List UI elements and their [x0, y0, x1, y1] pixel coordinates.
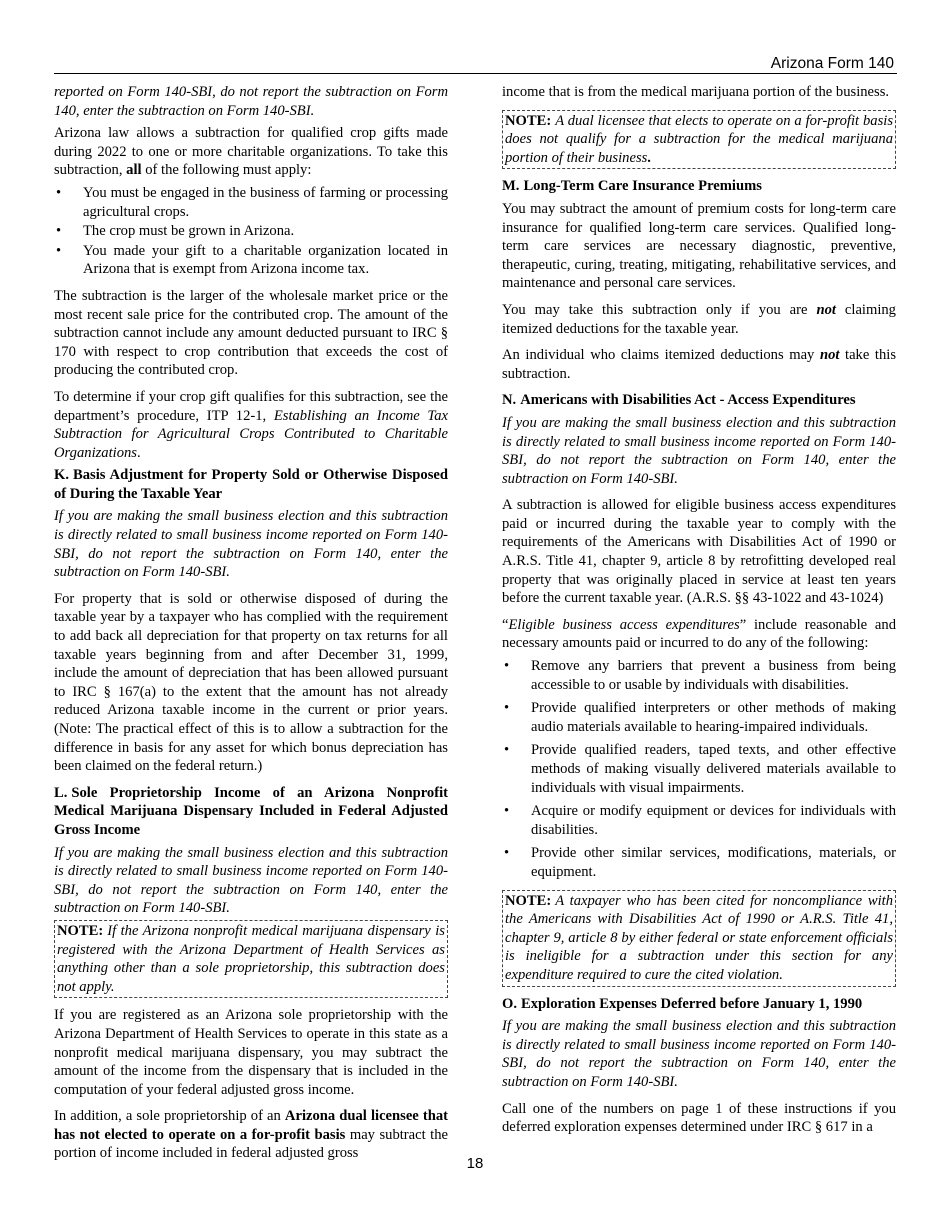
- section-o-italic: If you are making the small business election and this subtraction is directly related to small business income reported on Form 140-SBI, do not report the subtraction on Form 140, enter the subtraction on Form 140-SBI.: [502, 1018, 896, 1090]
- section-n-eligible: “Eligible business access expenditures” include reasonable and necessary amounts paid or incurred to do any of the following:: [502, 616, 896, 652]
- section-l-body: If you are registered as an Arizona sole proprietorship with the Arizona Department of Health Services to operate in this state as a nonprofit medical marijuana dispensary, you may subtract the amount of the income from the dispensary that is included in the computation of your federal adjusted gross income.: [54, 1007, 448, 1098]
- section-k-heading: K. Basis Adjustment for Property Sold or Otherwise Disposed of During the Taxable Year: [54, 467, 448, 502]
- section-m-condition: You may take this subtraction only if you are not claiming itemized deductions for the taxable year.: [502, 301, 896, 337]
- crop-itp-paragraph: To determine if your crop gift qualifies for this subtraction, see the department’s procedure, ITP 12-1, Establishing an Income Tax Subtraction for Agricultural Crops Contributed to Charitable Organizations.: [54, 388, 448, 461]
- list-item: • Provide qualified readers, taped texts, and other effective methods of making visually delivered materials available to individuals with visual impairments.: [504, 742, 896, 796]
- section-k-italic: If you are making the small business election and this subtraction is directly related to small business income reported on Form 140-SBI, do not report the subtraction on Form 140, enter the subtraction on Form 140-SBI.: [54, 508, 448, 581]
- section-l-dual-licensee: In addition, a sole proprietorship of an Arizona dual licensee that has not elected to operate on a for-profit basis may subtract the portion of income included in federal adjusted gross: [54, 1108, 448, 1162]
- list-item: • You must be engaged in the business of farming or processing agricultural crops.: [56, 184, 448, 220]
- list-item: • Acquire or modify equipment or devices for individuals with disabilities.: [504, 803, 896, 838]
- form-title: Arizona Form 140: [770, 55, 894, 72]
- crop-amount-paragraph: The subtraction is the larger of the wholesale market price or the most recent sale price for the contributed crop. The amount of the subtraction cannot include any amount deducted pursuant to IRC § 170 with respect to crop contribution that exceeds the cost of producing the contributed crop.: [54, 287, 448, 379]
- section-l-continued: income that is from the medical marijuana portion of the business.: [502, 84, 890, 100]
- right-column: [502, 83, 896, 1145]
- page-number: 18: [466, 1155, 484, 1172]
- list-item: • Provide qualified interpreters or other methods of making audio materials available to hearing-impaired individuals.: [504, 700, 896, 735]
- section-n-italic: If you are making the small business election and this subtraction is directly related to small business income reported on Form 140-SBI, do not report the subtraction on Form 140, enter the subtraction on Form 140-SBI.: [502, 414, 896, 487]
- list-item: • Provide other similar services, modifications, materials, or equipment.: [504, 845, 896, 880]
- section-m-itemized: An individual who claims itemized deductions may not take this subtraction.: [502, 347, 896, 382]
- section-m-body: You may subtract the amount of premium costs for long-term care insurance for qualified long-term care services. Qualified long-term care services are necessary diagnostic, preventive, therapeutic, curing, treating, mitigating, rehabilitative services, and maintenance and personal care services.: [502, 200, 896, 292]
- dual-licensee-note: NOTE: A dual licensee that elects to operate on a for-profit basis does not qualify for a subtraction for the medical marijuana portion of their business.: [502, 110, 896, 170]
- section-n-body: A subtraction is allowed for eligible business access expenditures paid or incurred during the taxable year to comply with the requirements of the Americans with Disabilities Act of 1990 or A.R.S. Title 41, chapter 9, article 8 by retrofitting developed real property that was originally placed in service at least ten years before the current taxable year. (A.R.S. §§ 43-1022 and 43-1024): [502, 497, 896, 607]
- eligible-expenditures-list: [502, 657, 896, 882]
- continued-italic-paragraph: reported on Form 140-SBI, do not report the subtraction on Form 140, enter the subtraction on Form 140-SBI.: [54, 84, 448, 119]
- header-rule: [54, 73, 897, 74]
- section-l-note: NOTE: If the Arizona nonprofit medical marijuana dispensary is registered with the Arizona Department of Health Services as anything other than a sole proprietorship, this subtraction does not apply.: [54, 920, 448, 998]
- section-m-heading: M. Long-Term Care Insurance Premiums: [502, 178, 762, 195]
- ada-noncompliance-note: NOTE: A taxpayer who has been cited for noncompliance with the Americans with Disabilities Act of 1990 or A.R.S. Title 41, chapter 9, article 8 by either federal or state enforcement officials is ineligible for a subtraction under this section for any expenditure required to cure the cited violation.: [502, 890, 896, 987]
- left-column: [54, 83, 448, 1171]
- section-l-italic: If you are making the small business election and this subtraction is directly related to small business income reported on Form 140-SBI, do not report the subtraction on Form 140, enter the subtraction on Form 140-SBI.: [54, 844, 448, 917]
- section-o-heading: O. Exploration Expenses Deferred before January 1, 1990: [502, 995, 863, 1012]
- crop-requirements-list: [54, 184, 448, 279]
- list-item: • Remove any barriers that prevent a business from being accessible to or usable by individuals with disabilities.: [504, 658, 896, 693]
- section-o-body: Call one of the numbers on page 1 of these instructions if you deferred exploration expenses determined under IRC § 617 in a: [502, 1100, 896, 1136]
- list-item: • You made your gift to a charitable organization located in Arizona that is exempt from Arizona income tax.: [56, 242, 448, 278]
- list-item: • The crop must be grown in Arizona.: [56, 223, 295, 240]
- section-l-heading: L. Sole Proprietorship Income of an Arizona Nonprofit Medical Marijuana Dispensary Included in Federal Adjusted Gross Income: [54, 784, 448, 838]
- crop-gift-intro: Arizona law allows a subtraction for qualified crop gifts made during 2022 to one or more charitable organizations. To take this subtraction, all of the following must apply:: [54, 125, 448, 179]
- section-n-heading: N. Americans with Disabilities Act - Access Expenditures: [502, 392, 856, 409]
- section-k-body: For property that is sold or otherwise disposed of during the taxable year by a taxpayer who has complied with the requirement to add back all depreciation for that property on tax returns for all taxable years beginning from and after December 31, 1999, include the amount of depreciation that has been allowed pursuant to IRC § 167(a) to the extent that the amount has not already reduced Arizona taxable income in the current or prior years. (Note: The practical effect of this is to allow a subtraction for the difference in basis for any asset for which bonus depreciation has been claimed on the federal return.): [54, 590, 448, 775]
